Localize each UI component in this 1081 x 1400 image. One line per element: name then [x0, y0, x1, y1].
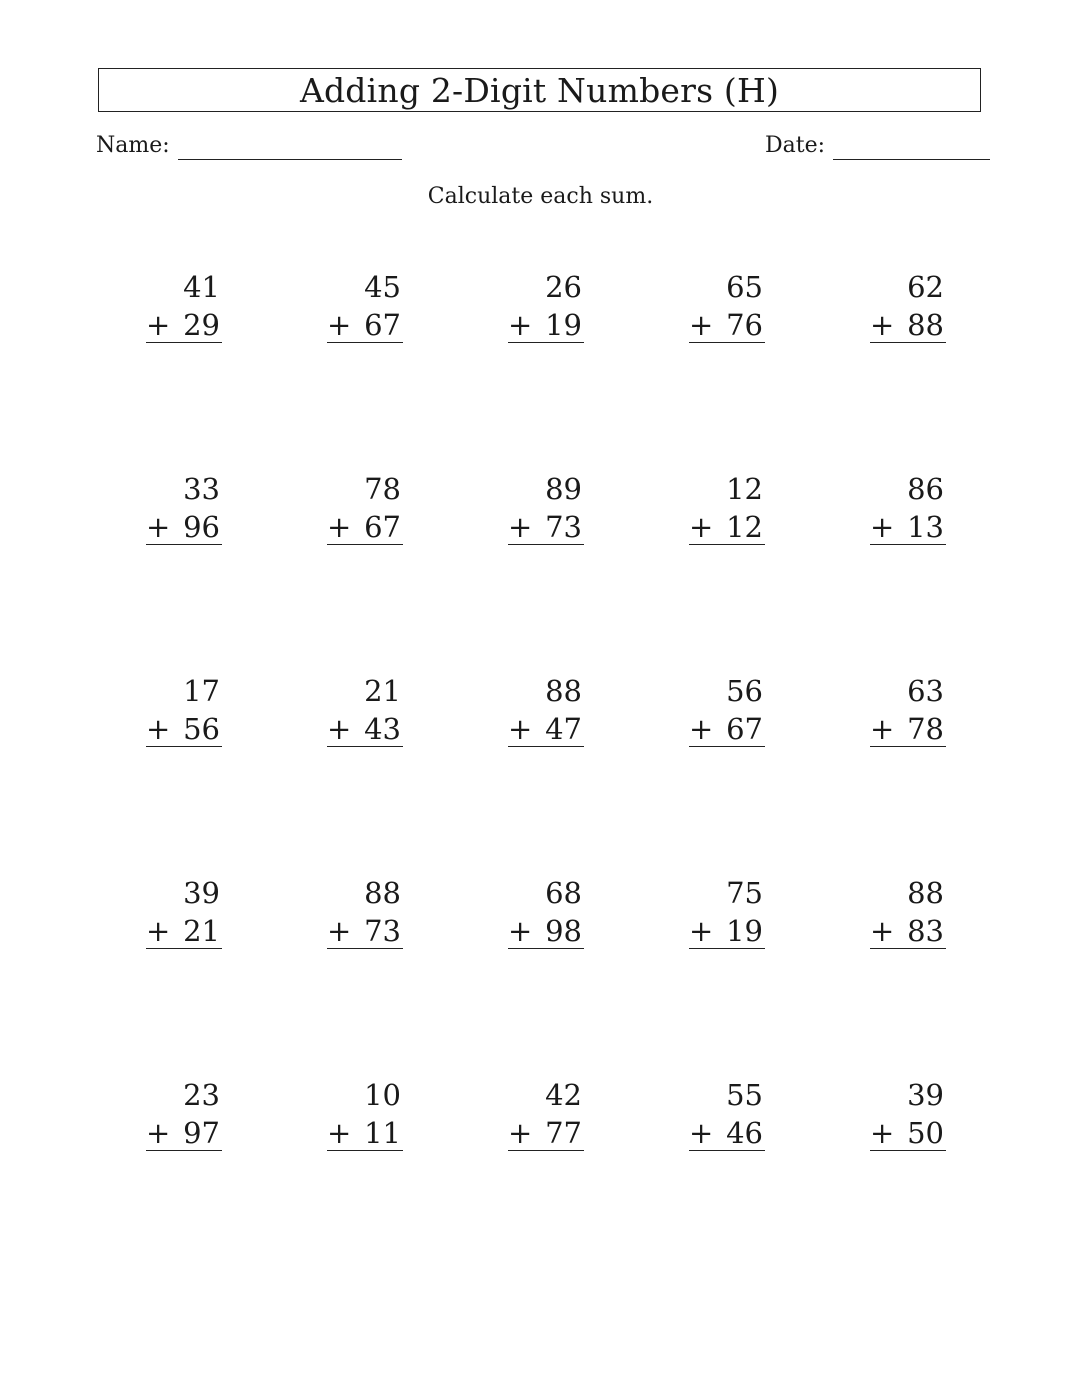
bottom-row — [870, 308, 946, 343]
top-addend: 88 — [907, 876, 944, 910]
top-addend: 26 — [545, 270, 582, 304]
addition-problem — [146, 674, 222, 747]
bottom-addend: 73 — [545, 510, 582, 544]
addition-problem — [146, 876, 222, 949]
bottom-row — [689, 308, 765, 343]
addition-problem — [508, 674, 584, 747]
bottom-addend: 19 — [545, 308, 582, 342]
addition-problem — [508, 1078, 584, 1151]
bottom-addend: 67 — [364, 308, 401, 342]
top-addend: 39 — [183, 876, 220, 910]
bottom-addend: 98 — [545, 914, 582, 948]
bottom-row — [327, 712, 403, 747]
bottom-row — [689, 914, 765, 949]
bottom-addend: 47 — [545, 712, 582, 746]
bottom-addend: 19 — [726, 914, 763, 948]
top-addend: 17 — [183, 674, 220, 708]
addition-problem — [870, 1078, 946, 1151]
top-addend: 78 — [364, 472, 401, 506]
addition-problem — [689, 876, 765, 949]
top-addend: 41 — [183, 270, 220, 304]
addition-problem — [870, 876, 946, 949]
bottom-row — [870, 914, 946, 949]
addition-problem — [689, 1078, 765, 1151]
bottom-row — [689, 510, 765, 545]
date-label: Date: — [765, 133, 826, 158]
plus-sign: + — [689, 510, 714, 544]
bottom-row — [870, 510, 946, 545]
bottom-addend: 13 — [907, 510, 944, 544]
plus-sign: + — [870, 712, 895, 746]
bottom-addend: 67 — [364, 510, 401, 544]
bottom-addend: 73 — [364, 914, 401, 948]
bottom-addend: 78 — [907, 712, 944, 746]
bottom-addend: 56 — [183, 712, 220, 746]
plus-sign: + — [508, 308, 533, 342]
plus-sign: + — [508, 510, 533, 544]
top-addend: 21 — [364, 674, 401, 708]
top-addend: 33 — [183, 472, 220, 506]
bottom-row — [146, 308, 222, 343]
top-addend: 56 — [726, 674, 763, 708]
bottom-row — [508, 914, 584, 949]
bottom-row — [870, 712, 946, 747]
plus-sign: + — [146, 914, 171, 948]
bottom-addend: 97 — [183, 1116, 220, 1150]
bottom-row — [327, 914, 403, 949]
addition-problem — [870, 674, 946, 747]
addition-problem — [689, 472, 765, 545]
addition-problem — [146, 270, 222, 343]
top-addend: 68 — [545, 876, 582, 910]
name-label: Name: — [96, 133, 170, 158]
instructions: Calculate each sum. — [427, 184, 654, 209]
bottom-addend: 46 — [726, 1116, 763, 1150]
addition-problem — [508, 472, 584, 545]
bottom-addend: 76 — [726, 308, 763, 342]
top-addend: 86 — [907, 472, 944, 506]
top-addend: 12 — [726, 472, 763, 506]
top-addend: 88 — [545, 674, 582, 708]
plus-sign: + — [146, 1116, 171, 1150]
bottom-addend: 29 — [183, 308, 220, 342]
top-addend: 23 — [183, 1078, 220, 1112]
addition-problem — [870, 472, 946, 545]
plus-sign: + — [870, 308, 895, 342]
bottom-row — [146, 510, 222, 545]
plus-sign: + — [146, 712, 171, 746]
bottom-row — [508, 1116, 584, 1151]
bottom-addend: 96 — [183, 510, 220, 544]
bottom-row — [327, 308, 403, 343]
bottom-row — [689, 1116, 765, 1151]
addition-problem — [327, 472, 403, 545]
bottom-row — [870, 1116, 946, 1151]
bottom-row — [327, 510, 403, 545]
bottom-row — [146, 914, 222, 949]
plus-sign: + — [327, 1116, 352, 1150]
top-addend: 45 — [364, 270, 401, 304]
top-addend: 39 — [907, 1078, 944, 1112]
addition-problem — [508, 270, 584, 343]
top-addend: 62 — [907, 270, 944, 304]
plus-sign: + — [508, 914, 533, 948]
plus-sign: + — [689, 1116, 714, 1150]
top-addend: 88 — [364, 876, 401, 910]
top-addend: 10 — [364, 1078, 401, 1112]
plus-sign: + — [689, 308, 714, 342]
plus-sign: + — [327, 308, 352, 342]
plus-sign: + — [870, 1116, 895, 1150]
bottom-addend: 67 — [726, 712, 763, 746]
bottom-row — [327, 1116, 403, 1151]
plus-sign: + — [146, 308, 171, 342]
plus-sign: + — [508, 712, 533, 746]
bottom-row — [508, 510, 584, 545]
plus-sign: + — [689, 712, 714, 746]
bottom-row — [146, 712, 222, 747]
plus-sign: + — [146, 510, 171, 544]
top-addend: 89 — [545, 472, 582, 506]
plus-sign: + — [327, 510, 352, 544]
bottom-addend: 12 — [726, 510, 763, 544]
addition-problem — [327, 876, 403, 949]
top-addend: 65 — [726, 270, 763, 304]
worksheet-title: Adding 2-Digit Numbers (H) — [299, 70, 780, 110]
plus-sign: + — [870, 510, 895, 544]
addition-problem — [327, 270, 403, 343]
top-addend: 42 — [545, 1078, 582, 1112]
plus-sign: + — [689, 914, 714, 948]
plus-sign: + — [327, 914, 352, 948]
addition-problem — [146, 472, 222, 545]
bottom-row — [689, 712, 765, 747]
bottom-addend: 50 — [907, 1116, 944, 1150]
plus-sign: + — [870, 914, 895, 948]
top-addend: 75 — [726, 876, 763, 910]
addition-problem — [689, 270, 765, 343]
top-addend: 63 — [907, 674, 944, 708]
bottom-row — [146, 1116, 222, 1151]
bottom-addend: 77 — [545, 1116, 582, 1150]
bottom-addend: 11 — [364, 1116, 401, 1150]
bottom-row — [508, 308, 584, 343]
top-addend: 55 — [726, 1078, 763, 1112]
bottom-row — [508, 712, 584, 747]
addition-problem — [327, 1078, 403, 1151]
bottom-addend: 83 — [907, 914, 944, 948]
addition-problem — [870, 270, 946, 343]
plus-sign: + — [508, 1116, 533, 1150]
bottom-addend: 21 — [183, 914, 220, 948]
bottom-addend: 43 — [364, 712, 401, 746]
addition-problem — [689, 674, 765, 747]
addition-problem — [146, 1078, 222, 1151]
addition-problem — [327, 674, 403, 747]
bottom-addend: 88 — [907, 308, 944, 342]
plus-sign: + — [327, 712, 352, 746]
addition-problem — [508, 876, 584, 949]
